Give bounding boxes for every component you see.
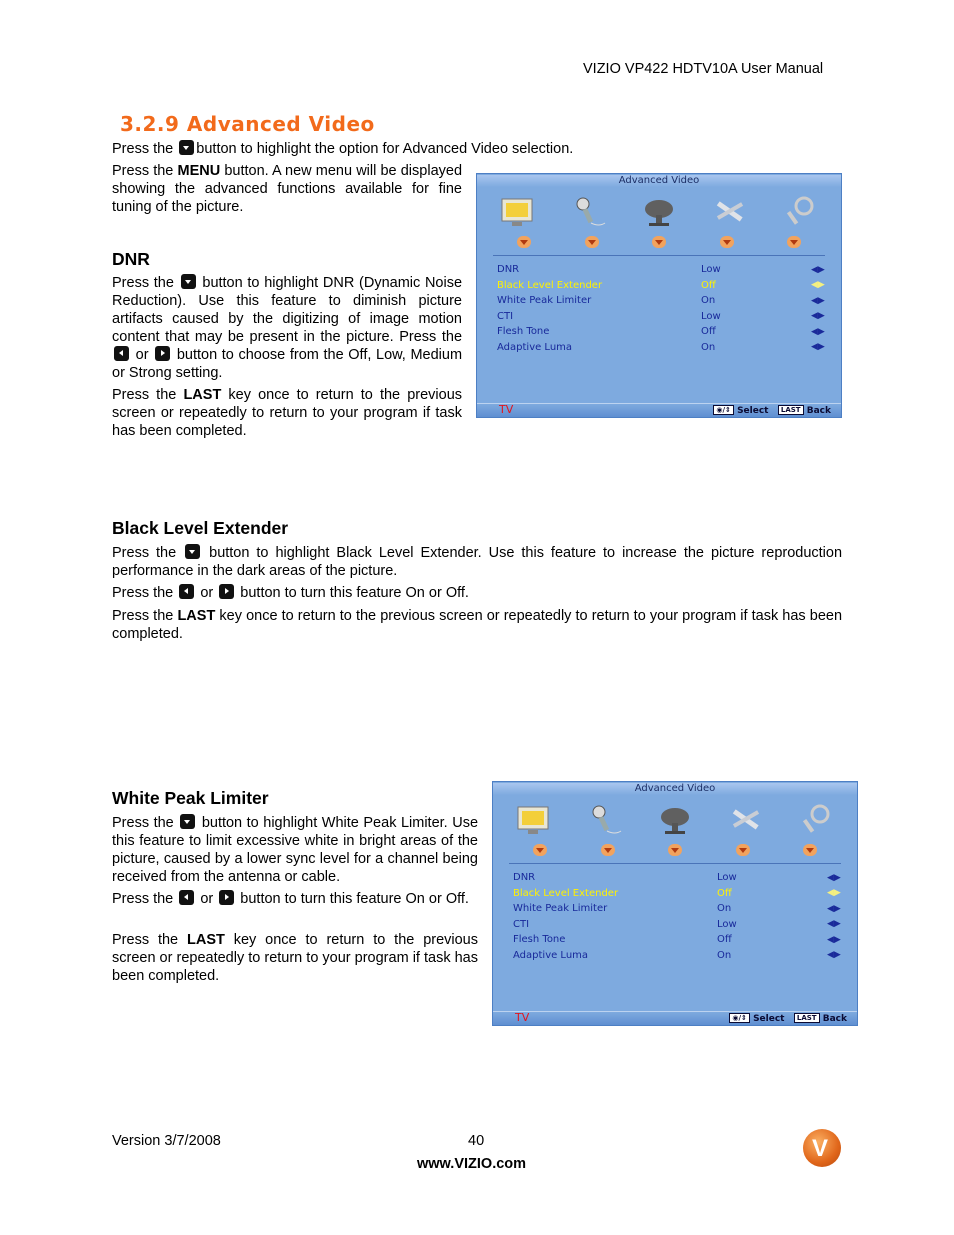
website-link[interactable]: www.VIZIO.com <box>417 1156 527 1172</box>
picture-icon <box>497 194 539 230</box>
osd-row-black-level-extender[interactable]: Black Level Extender Off ◀▶ <box>497 279 825 291</box>
left-right-icon: ◀▶ <box>811 280 825 291</box>
wpl-paragraph-1: Press the button to highlight White Peak Limiter. Use this feature to limit excessive white in bright areas of the picture, caused by a lower sync level for a channel being received from the antenna or cable. <box>112 815 479 885</box>
ble-paragraph-2: Press the or button to turn this feature On or Off. <box>112 585 469 601</box>
osd-row-dnr[interactable]: DNR Low ◀▶ <box>513 872 841 884</box>
parental-lock-icon <box>779 194 821 230</box>
right-arrow-key-icon <box>155 346 170 361</box>
left-right-icon: ◀▶ <box>811 311 825 322</box>
osd-title: Advanced Video <box>477 175 841 187</box>
osd-row-cti[interactable]: CTI Low ◀▶ <box>513 918 841 930</box>
select-keys-icon: ◉/⇕ <box>713 405 734 415</box>
left-right-icon: ◀▶ <box>811 326 825 337</box>
left-right-icon: ◀▶ <box>811 342 825 353</box>
select-keys-icon: ◉/⇕ <box>729 1013 750 1023</box>
audio-tab-indicator <box>601 844 615 856</box>
osd-row-white-peak-limiter[interactable]: White Peak Limiter On ◀▶ <box>513 903 841 915</box>
left-right-icon: ◀▶ <box>827 872 841 883</box>
tv-tab-indicator <box>668 844 682 856</box>
left-right-icon: ◀▶ <box>811 295 825 306</box>
ble-paragraph-3: Press the LAST key once to return to the previous screen or repeatedly to return to your program if task has been completed. <box>112 608 843 642</box>
left-arrow-key-icon <box>179 890 194 905</box>
osd-row-adaptive-luma[interactable]: Adaptive Luma On ◀▶ <box>497 341 825 353</box>
dnr-paragraph-1: Press the button to highlight DNR (Dynamic Noise Reduction). Use this feature to diminish picture artifacts caused by the digitizing of image motion content that may be present in the picture. Press the or button to choose from the Off, Low, Medium or Strong setting. <box>112 275 463 381</box>
osd-source-label: TV <box>515 1011 530 1024</box>
tv-dish-icon <box>654 802 696 838</box>
picture-tab-indicator <box>517 236 531 248</box>
manual-header: VIZIO VP422 HDTV10A User Manual <box>583 61 824 77</box>
picture-icon <box>513 802 555 838</box>
section-title: 3.2.9 Advanced Video <box>120 112 375 136</box>
osd-row-black-level-extender[interactable]: Black Level Extender Off ◀▶ <box>513 887 841 899</box>
last-key-icon: LAST <box>794 1013 820 1023</box>
parental-tab-indicator <box>803 844 817 856</box>
down-arrow-key-icon <box>180 814 195 829</box>
left-right-icon: ◀▶ <box>827 950 841 961</box>
wpl-paragraph-2: Press the or button to turn this feature On or Off. <box>112 891 469 907</box>
intro-paragraph-1: Press the button to highlight the option for Advanced Video selection. <box>112 141 574 157</box>
osd-divider <box>509 863 841 864</box>
osd-row-dnr[interactable]: DNR Low ◀▶ <box>497 264 825 276</box>
last-key-icon: LAST <box>778 405 804 415</box>
down-arrow-key-icon <box>185 544 200 559</box>
osd-advanced-video-menu <box>476 173 842 418</box>
down-arrow-key-icon <box>179 140 194 155</box>
left-arrow-key-icon <box>179 584 194 599</box>
audio-tab-indicator <box>585 236 599 248</box>
tv-dish-icon <box>638 194 680 230</box>
intro-paragraph-2: Press the MENU button. A new menu will be displayed showing the advanced functions available for fine tuning of the picture. <box>112 163 463 215</box>
setup-tab-indicator <box>720 236 734 248</box>
setup-tools-icon <box>709 194 751 230</box>
osd-row-adaptive-luma[interactable]: Adaptive Luma On ◀▶ <box>513 949 841 961</box>
left-right-icon: ◀▶ <box>827 903 841 914</box>
picture-tab-indicator <box>533 844 547 856</box>
version-text: Version 3/7/2008 <box>112 1133 221 1149</box>
osd-title: Advanced Video <box>493 783 857 795</box>
dnr-paragraph-2: Press the LAST key once to return to the previous screen or repeatedly to return to your program if task has been completed. <box>112 387 463 439</box>
wpl-paragraph-3: Press the LAST key once to return to the previous screen or repeatedly to return to your program if task has been completed. <box>112 932 478 984</box>
setup-tools-icon <box>725 802 767 838</box>
white-peak-limiter-heading: White Peak Limiter <box>112 788 269 808</box>
black-level-extender-heading: Black Level Extender <box>112 518 289 538</box>
left-arrow-key-icon <box>114 346 129 361</box>
left-right-icon: ◀▶ <box>811 264 825 275</box>
osd-source-label: TV <box>499 403 514 416</box>
osd-row-flesh-tone[interactable]: Flesh Tone Off ◀▶ <box>497 326 825 338</box>
osd-advanced-video-menu <box>492 781 858 1026</box>
left-right-icon: ◀▶ <box>827 919 841 930</box>
right-arrow-key-icon <box>219 584 234 599</box>
audio-icon <box>584 802 626 838</box>
dnr-heading: DNR <box>112 249 150 269</box>
down-arrow-key-icon <box>181 274 196 289</box>
osd-row-flesh-tone[interactable]: Flesh Tone Off ◀▶ <box>513 934 841 946</box>
page-number: 40 <box>468 1133 485 1149</box>
osd-row-cti[interactable]: CTI Low ◀▶ <box>497 310 825 322</box>
osd-nav-hints: ◉/⇕ Select LAST Back <box>713 405 831 416</box>
osd-divider <box>493 255 825 256</box>
right-arrow-key-icon <box>219 890 234 905</box>
ble-paragraph-1: Press the button to highlight Black Level Extender. Use this feature to increase the picture reproduction performance in the dark areas of the picture. <box>112 545 843 579</box>
vizio-logo: V <box>803 1129 841 1167</box>
left-right-icon: ◀▶ <box>827 888 841 899</box>
osd-row-white-peak-limiter[interactable]: White Peak Limiter On ◀▶ <box>497 295 825 307</box>
parental-lock-icon <box>795 802 837 838</box>
left-right-icon: ◀▶ <box>827 934 841 945</box>
setup-tab-indicator <box>736 844 750 856</box>
osd-nav-hints: ◉/⇕ Select LAST Back <box>729 1013 847 1024</box>
tv-tab-indicator <box>652 236 666 248</box>
audio-icon <box>568 194 610 230</box>
parental-tab-indicator <box>787 236 801 248</box>
